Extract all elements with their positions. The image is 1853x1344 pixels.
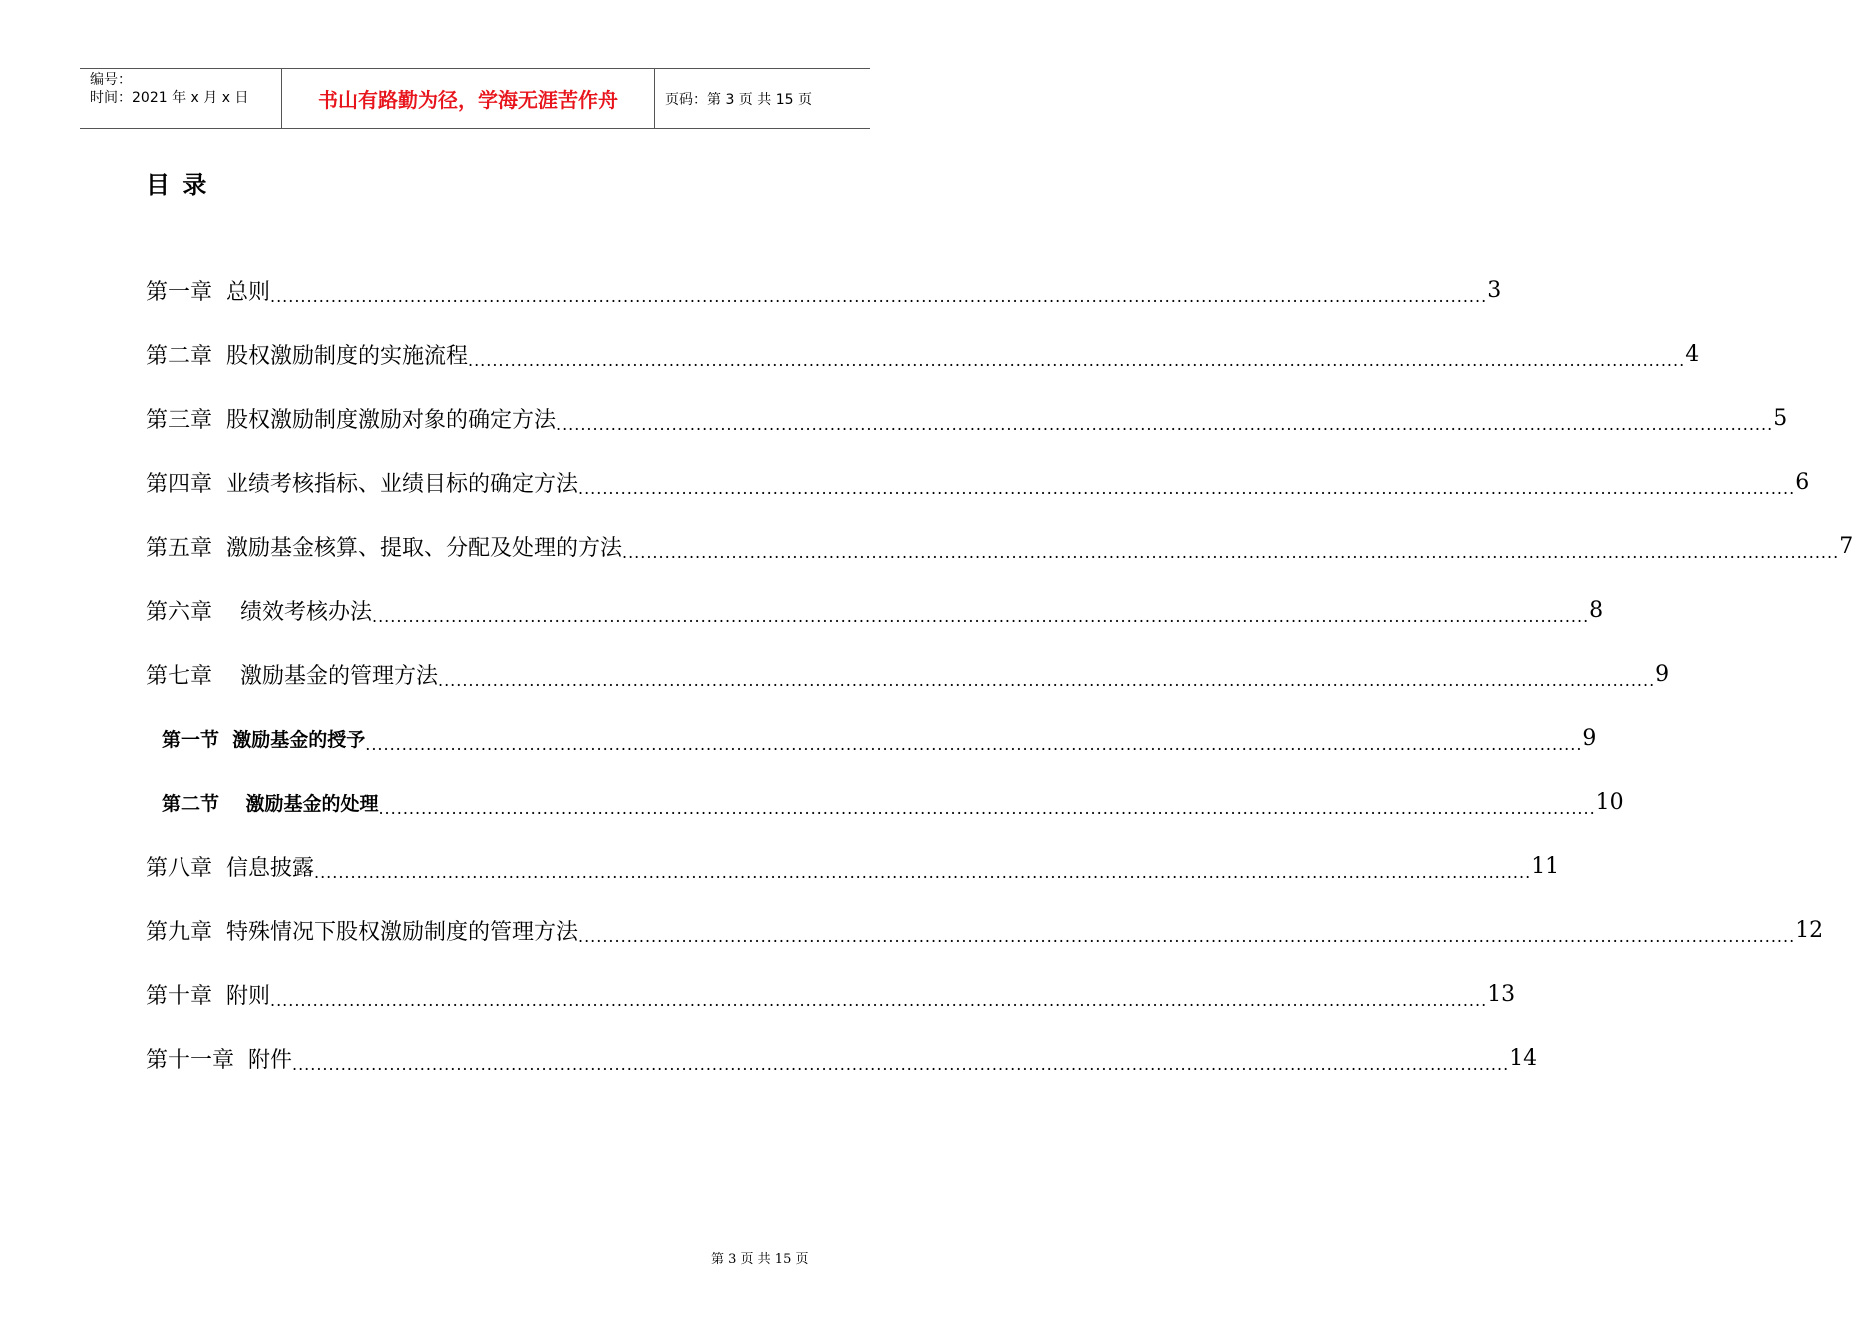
toc-entry[interactable] bbox=[146, 770, 1624, 834]
toc-entry-title: 第九章 特殊情况下股权激励制度的管理方法 bbox=[146, 919, 578, 945]
toc-entry-page: 13 bbox=[1487, 981, 1516, 1007]
page-footer: 第 3 页 共 15 页 bbox=[711, 1252, 809, 1267]
toc-leader-dots: ........................................................................................................................................................................................................ bbox=[622, 542, 1840, 562]
toc-entry-page: 9 bbox=[1655, 661, 1670, 687]
toc-entry[interactable] bbox=[146, 450, 1810, 514]
toc-entry[interactable] bbox=[146, 578, 1604, 642]
document-number-label: 编号： bbox=[90, 72, 132, 88]
toc-entry-title: 第六章 绩效考核办法 bbox=[146, 599, 372, 625]
toc-entry[interactable] bbox=[146, 514, 1853, 578]
toc-entry-title: 第十章 附则 bbox=[146, 983, 270, 1009]
table-of-contents bbox=[146, 258, 1853, 1090]
toc-entry[interactable] bbox=[146, 834, 1560, 898]
toc-entry[interactable] bbox=[146, 642, 1670, 706]
toc-entry[interactable] bbox=[146, 962, 1516, 1026]
toc-leader-dots: ........................................................................................................................................................................................................ bbox=[314, 862, 1532, 882]
page-header bbox=[80, 68, 870, 129]
toc-entry-title: 第二章 股权激励制度的实施流程 bbox=[146, 343, 468, 369]
header-meta bbox=[80, 69, 282, 128]
toc-entry-title: 第一节 激励基金的授予 bbox=[162, 728, 366, 751]
header-page-number: 页码：第 3 页 共 15 页 bbox=[665, 91, 812, 108]
toc-entry-page: 12 bbox=[1795, 917, 1824, 943]
toc-leader-dots: ........................................................................................................................................................................................................ bbox=[371, 606, 1590, 626]
toc-leader-dots: ........................................................................................................................................................................................................ bbox=[292, 1054, 1510, 1074]
toc-entry-page: 3 bbox=[1487, 277, 1502, 303]
toc-entry-page: 11 bbox=[1531, 853, 1560, 879]
toc-leader-dots: ........................................................................................................................................................................................................ bbox=[468, 350, 1686, 370]
toc-leader-dots: ........................................................................................................................................................................................................ bbox=[578, 478, 1796, 498]
toc-entry[interactable] bbox=[146, 1026, 1538, 1090]
toc-entry-title: 第七章 激励基金的管理方法 bbox=[146, 663, 438, 689]
toc-entry-title: 第五章 激励基金核算、提取、分配及处理的方法 bbox=[146, 535, 622, 561]
toc-entry-page: 7 bbox=[1839, 533, 1853, 559]
toc-leader-dots: ........................................................................................................................................................................................................ bbox=[578, 926, 1796, 946]
toc-entry-page: 8 bbox=[1589, 597, 1604, 623]
toc-entry-title: 第三章 股权激励制度激励对象的确定方法 bbox=[146, 407, 556, 433]
toc-entry[interactable] bbox=[146, 322, 1700, 386]
toc-entry-title: 第二节 激励基金的处理 bbox=[162, 792, 379, 815]
toc-leader-dots: ........................................................................................................................................................................................................ bbox=[270, 286, 1488, 306]
toc-entry-title: 第四章 业绩考核指标、业绩目标的确定方法 bbox=[146, 471, 578, 497]
header-motto: 书山有路勤为径，学海无涯苦作舟 bbox=[282, 69, 655, 128]
toc-entry[interactable] bbox=[146, 258, 1502, 322]
toc-entry-title: 第十一章 附件 bbox=[146, 1047, 292, 1073]
toc-entry-title: 第八章 信息披露 bbox=[146, 855, 314, 881]
toc-entry-page: 4 bbox=[1685, 341, 1700, 367]
toc-leader-dots: ........................................................................................................................................................................................................ bbox=[437, 670, 1656, 690]
toc-entry-title: 第一章 总则 bbox=[146, 279, 270, 305]
toc-entry-page: 9 bbox=[1582, 725, 1597, 751]
toc-entry-page: 14 bbox=[1509, 1045, 1538, 1071]
toc-entry-page: 5 bbox=[1773, 405, 1788, 431]
toc-entry[interactable] bbox=[146, 898, 1824, 962]
toc-title: 目 录 bbox=[146, 171, 209, 199]
toc-entry-page: 10 bbox=[1595, 789, 1624, 815]
toc-leader-dots: ........................................................................................................................................................................................................ bbox=[270, 990, 1488, 1010]
toc-entry[interactable] bbox=[146, 386, 1788, 450]
document-time-label: 时间：2021 年 x 月 x 日 bbox=[90, 90, 249, 106]
toc-leader-dots: ........................................................................................................................................................................................................ bbox=[365, 734, 1583, 754]
toc-entry-page: 6 bbox=[1795, 469, 1810, 495]
toc-leader-dots: ........................................................................................................................................................................................................ bbox=[378, 798, 1596, 818]
toc-leader-dots: ........................................................................................................................................................................................................ bbox=[556, 414, 1774, 434]
toc-entry[interactable] bbox=[146, 706, 1597, 770]
